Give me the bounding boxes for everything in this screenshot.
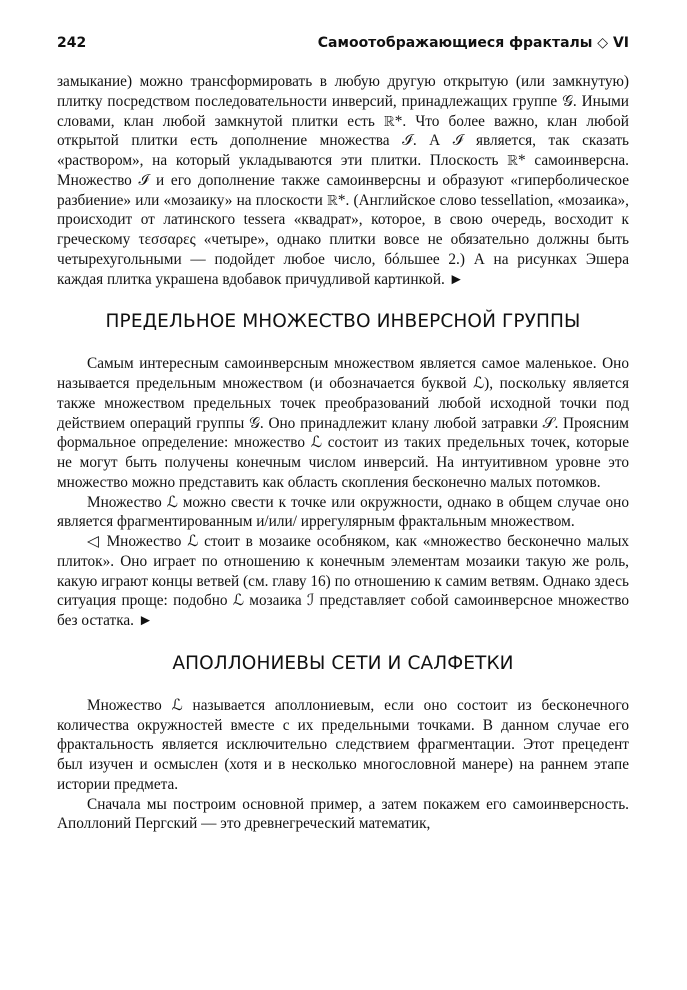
paragraph-limit-set-reduce: Множество ℒ можно свести к точке или окружности, однако в общем случае оно является фрагментированным и/или/ иррегулярным фрактальным множеством.: [57, 493, 629, 531]
section-heading-apollonian: АПОЛЛОНИЕВЫ СЕТИ И САЛФЕТКИ: [172, 652, 514, 674]
page-number: 242: [57, 35, 87, 51]
paragraph-continued: замыкание) можно трансформировать в любую другую открытую (или замкнутую) плитку посредством последовательности инверсий, принадлежащих группе 𝒢. Иными словами, клан любой замкнутой плитки есть ℝ*. Что более важно, клан любой открытой плитки есть дополнение множества ℐ. А ℐ является, так сказать «раствором», на который укладываются эти плитки. Плоскость ℝ* самоинверсна. Множество ℐ и его дополнение также самоинверсны и образуют «гиперболическое разбиение» или «мозаику» на плоскости ℝ*. (Английское слово tessellation, «мозаика», происходит от латинского tessera «квадрат», которое, в свою очередь, восходит к греческому τεσσαρες «четыре», однако плитки вовсе не обязательно должны быть четырехугольными — подойдет любое число, бóльшее 2.) А на рисунках Эшера каждая плитка украшена вдобавок причудливой картинкой. ►: [57, 73, 629, 288]
paragraph-apollonian-def: Множество ℒ называется аполлониевым, если оно состоит из бесконечного количества окружностей вместе с их предельными точками. В данном случае его фрактальность является исключительно следствием фрагментации. Этот прецедент был изучен и осмыслен (хотя и в несколько многословной манере) на раннем этапе истории предмета.: [57, 696, 629, 793]
section-heading-limit-set: ПРЕДЕЛЬНОЕ МНОЖЕСТВО ИНВЕРСНОЙ ГРУППЫ: [105, 311, 581, 333]
body-text: [57, 72, 629, 834]
paragraph-limit-set-intro: Самым интересным самоинверсным множеством является самое маленькое. Оно называется предельным множеством (и обозначается буквой ℒ), поскольку является также множеством предельных точек преобразований любой исходной точки под действием операций группы 𝒢. Оно принадлежит клану любой затравки 𝒮. Проясним формальное определение: множество ℒ состоит из таких предельных точек, которые не могут быть получены конечным числом инверсий. На интуитивном уровне это множество можно представить как область скопления бесконечно малых потомков.: [57, 355, 629, 491]
paragraph-apollonian-example: Сначала мы построим основной пример, а затем покажем его самоинверсность. Аполлоний Пергский — это древнегреческий математик,: [57, 795, 629, 833]
paragraph-limit-set-mosaic: ◁ Множество ℒ стоит в мозаике особняком, как «множество бесконечно малых плиток». Оно играет по отношению к конечным элементам мозаики такую же роль, какую играют концы ветвей (см. главу 16) по отношению к самим ветвям. Однако здесь ситуация проще: подобно ℒ мозаика ℐ представляет собой самоинверсное множество без остатка. ►: [57, 533, 629, 629]
running-title: Самоотображающиеся фракталы ◇ VI: [317, 35, 629, 51]
page-header: [57, 35, 629, 55]
